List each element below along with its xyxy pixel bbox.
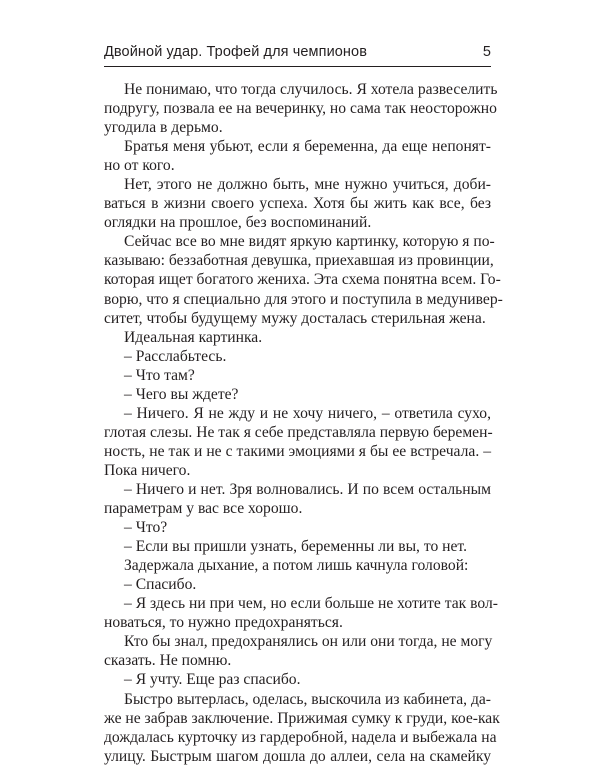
text-line: – Что? [124, 519, 168, 537]
text-line: – Чего вы ждете? [124, 385, 239, 403]
text-line: – Ничего. Я не жду и не хочу ничего, – ответила сухо, [124, 404, 491, 422]
text-line: новаться, то нужно предохраняться. [104, 614, 343, 632]
text-line: ность, не так и не с такими эмоциями я бы ее встречала. – [104, 442, 491, 460]
text-line: сказать. Не помню. [104, 652, 232, 670]
text-line: Задержала дыхание, а потом лишь качнула головой: [124, 557, 469, 575]
text-line: Не понимаю, что тогда случилось. Я хотела развеселить [124, 81, 498, 98]
text-line: – Спасибо. [124, 576, 197, 594]
text-line: Нет, этого не должно быть, мне нужно учиться, доби- [124, 176, 491, 194]
text-line: – Ничего и нет. Зря волновались. И по всем остальным [124, 480, 491, 498]
text-line: – Что там? [124, 366, 195, 384]
text-line: – Расслабьтесь. [124, 347, 227, 365]
text-line: – Если вы пришли узнать, беременны ли вы, то нет. [124, 538, 467, 556]
text-line: Быстро вытерлась, оделась, выскочила из кабинета, да- [124, 690, 491, 708]
text-line: глотая слезы. Не так я себе представляла первую беремен- [104, 423, 493, 441]
text-line: которая ищет богатого жениха. Эта схема понятна всем. Го- [104, 271, 501, 289]
header-rule [104, 66, 491, 67]
page-header [104, 44, 491, 64]
text-line: Идеальная картинка. [124, 328, 263, 346]
page-number: 5 [482, 44, 491, 60]
text-line: казываю: беззаботная девушка, приехавшая из провинции, [104, 252, 494, 270]
body-text [104, 80, 503, 766]
text-line: оглядки на прошлое, без воспоминаний. [104, 214, 372, 232]
text-line: но от кого. [104, 157, 175, 175]
text-line: угодила в дерьмо. [104, 119, 223, 137]
text-line: – Я учту. Еще раз спасибо. [124, 671, 301, 689]
running-head: Двойной удар. Трофей для чемпионов [104, 44, 368, 60]
text-line: Кто бы знал, предохранялись он или они тогда, не могу [124, 633, 493, 651]
text-line: ситет, чтобы будущему мужу досталась стерильная жена. [104, 309, 486, 327]
text-line: же не забрав заключение. Прижимая сумку к груди, кое-как [104, 709, 500, 727]
text-line: Сейчас все во мне видят яркую картинку, которую я по- [124, 233, 495, 251]
text-line: улицу. Быстрым шагом дошла до аллеи, села на скамейку [104, 747, 491, 765]
text-line: Пока ничего. [104, 461, 191, 479]
text-line: ворю, что я специально для этого и поступила в медунивер- [104, 290, 503, 308]
text-line: подругу, позвала ее на вечеринку, но сама так неосторожно [104, 100, 497, 118]
text-line: дождалась курточку из гардеробной, надела и выбежала на [104, 728, 497, 746]
text-line: – Я здесь ни при чем, но если больше не хотите так вол- [124, 595, 498, 613]
text-line: параметрам у вас все хорошо. [104, 500, 303, 518]
text-line: ваться в жизни своего успеха. Хотя бы жить как все, без [104, 195, 491, 213]
text-line: Братья меня убьют, если я беременна, да еще непонят- [124, 138, 491, 156]
